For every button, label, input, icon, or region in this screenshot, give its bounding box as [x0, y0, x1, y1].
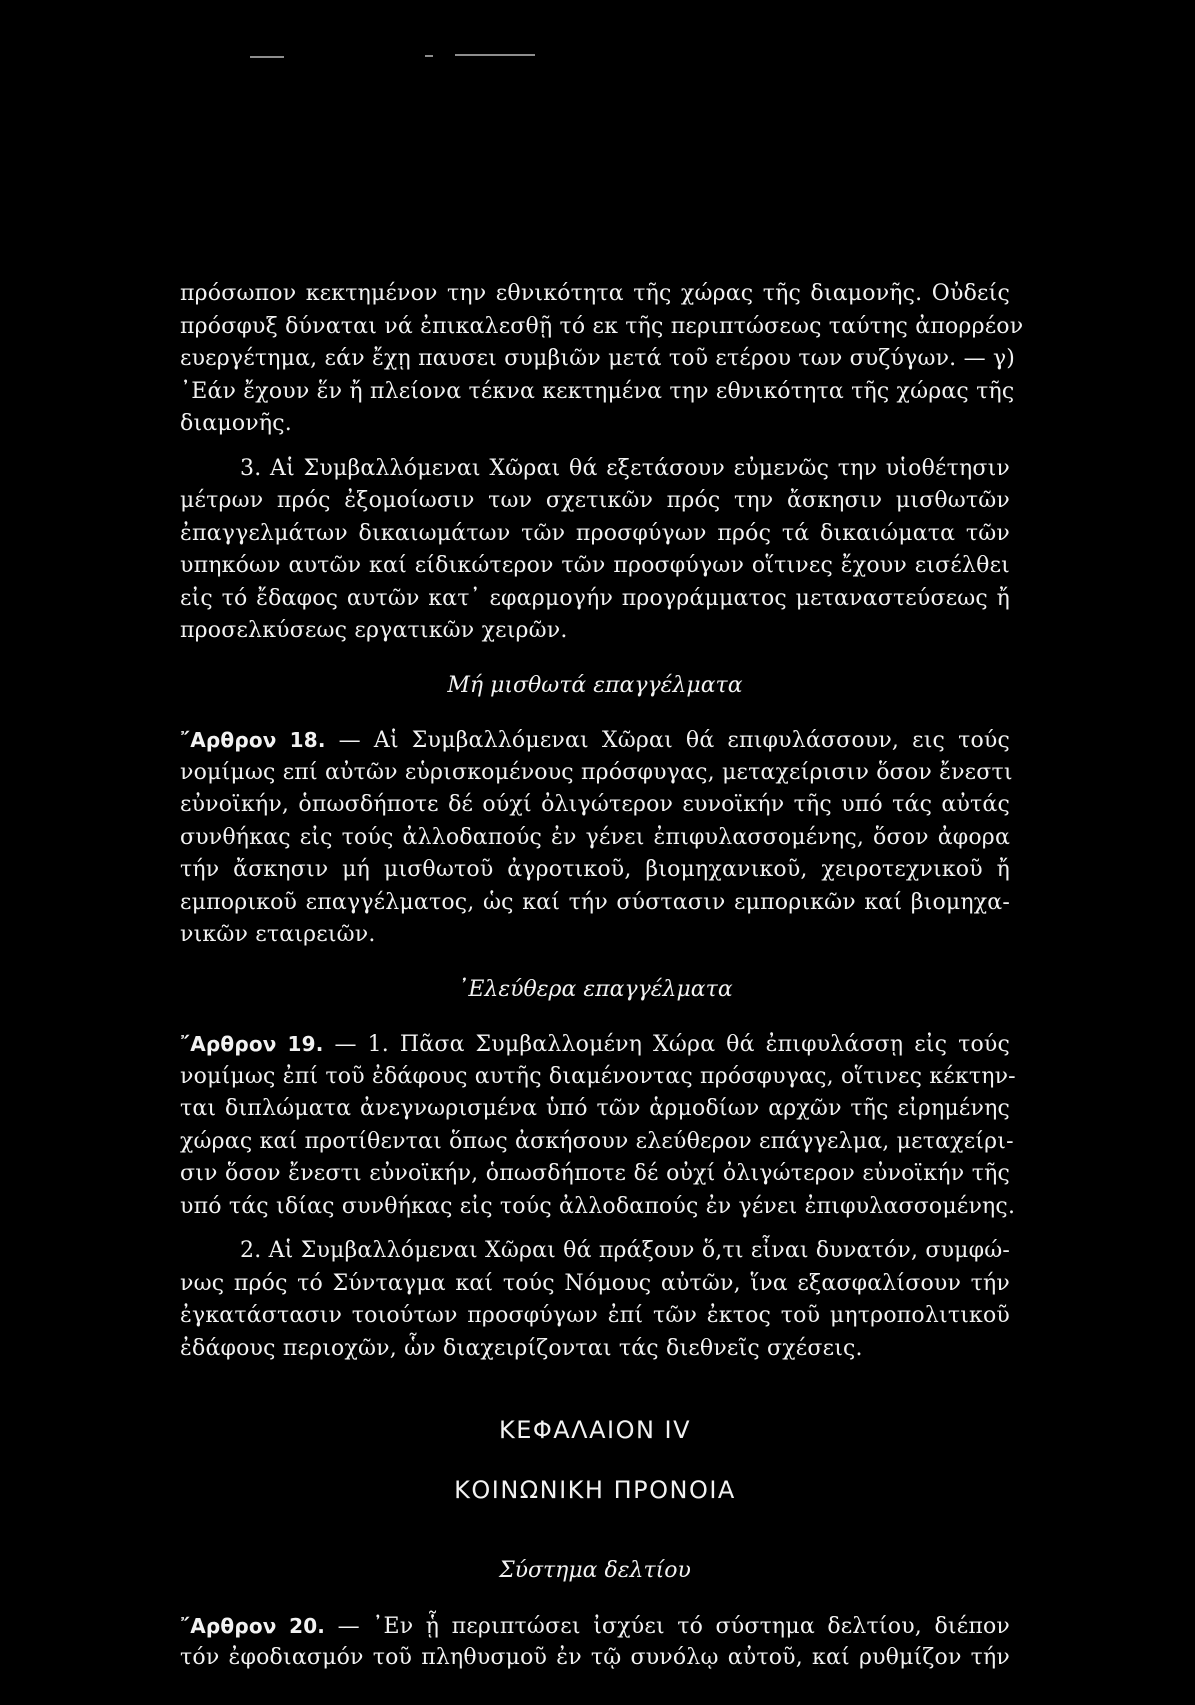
article-19 — [180, 1028, 1016, 1365]
article-text: — ᾿Εν ᾗ περιπτώσει ἰσχύει τό σύστημα δελτίου, διέπον — [325, 1613, 1010, 1639]
text-line: ευεργέτημα, εάν ἔχῃ παυσει συμβιῶν μετά τοῦ ετέρου των συζύγων. — γ) — [180, 346, 1016, 371]
text-line: ἐπαγγελμάτων δικαιωμάτων τῶν προσφύγων πρός τά δικαιώματα τῶν — [180, 520, 1010, 546]
text-line: σιν ὅσον ἔνεστι εὐνοϊκήν, ὁπωσδήποτε δέ οὐχί ὀλιγώτερον εὐνοϊκήν τῆς — [180, 1161, 1010, 1186]
text-line: πρόσωπον κεκτημένον την εθνικότητα τῆς χώρας τῆς διαμονῆς. Οὐδείς — [180, 281, 1010, 306]
article-label: ῎Αρθρον 20. — [180, 1613, 326, 1638]
text-line: εμπορικοῦ επαγγέλματος, ὡς καί τήν σύστασιν εμπορικῶν καί βιομηχα- — [180, 889, 1010, 915]
text-line: νικῶν εταιρειῶν. — [180, 922, 376, 947]
article-label: ῎Αρθρον 19. — [180, 1032, 324, 1056]
article-label: ῎Αρθρον 18. — [180, 728, 326, 752]
paragraph-3 — [180, 453, 1010, 648]
text-line: συνθήκας εἰς τούς ἀλλοδαπούς ἐν γένει ἐπιφυλασσομένης, ὅσον ἀφορα — [180, 824, 1010, 850]
text-line: τήν ἄσκησιν μή μισθωτοῦ ἀγροτικοῦ, βιομηχανικοῦ, χειροτεχνικοῦ ἤ — [180, 857, 1010, 882]
text-line: τόν ἐφοδιασμόν τοῦ πληθυσμοῦ ἐν τῷ συνόλῳ αὐτοῦ, καί ρυθμίζον τήν — [180, 1645, 1010, 1670]
document-page — [180, 278, 1024, 1675]
text-line: εὐνοϊκήν, ὁπωσδήποτε δέ ούχί ὀλιγώτερον ευνοϊκήν τῆς υπό τάς αὐτάς — [180, 792, 1010, 817]
continuation-paragraph — [180, 278, 1024, 441]
text-line: υπό τάς ιδίας συνθήκας εἰς τούς ἀλλοδαπούς ἐν γένει ἐπιφυλασσομένης. — [180, 1193, 1016, 1219]
text-line: ἐγκατάστασιν τοιούτων προσφύγων ἐπί τῶν ἐκτος τοῦ μητροπολιτικοῦ — [180, 1303, 1010, 1328]
text-line — [180, 724, 1010, 757]
text-line: ται διπλώματα ἀνεγνωρισμένα ὑπό τῶν ἁρμοδίων αρχῶν τῆς εἰρημένης — [180, 1096, 1010, 1121]
scan-mark — [250, 56, 284, 58]
text-line: πρόσφυξ δύναται νά ἐπικαλεσθῇ τό εκ τῆς περιπτώσεως ταύτης ἀπορρέον — [180, 313, 1024, 339]
text-line: υπηκόων αυτῶν καί είδικώτερον τῶν προσφύγων οἵτινες ἔχουν εισέλθει — [180, 553, 1010, 578]
text-line: εἰς τό ἔδαφος αυτῶν κατ᾿ εφαρμογήν προγράμματος μεταναστεύσεως ἤ — [180, 585, 1010, 611]
text-line: νως πρός τό Σύνταγμα καί τούς Νόμους αὐτῶν, ἵνα εξασφαλίσουν τήν — [180, 1270, 1010, 1296]
chapter-title: ΚΟΙΝΩΝΙΚΗ ΠΡΟΝΟΙΑ — [454, 1476, 736, 1504]
text-line: ᾿Εάν ἔχουν ἕν ἤ πλείονα τέκνα κεκτημένα την εθνικότητα τῆς χώρας τῆς — [180, 378, 1015, 404]
scan-artifact — [250, 52, 590, 66]
section-heading: Σύστημα δελτίου — [499, 1558, 691, 1583]
text-line: 2. Αἱ Συμβαλλόμεναι Χῶραι θά πράξουν ὅ,τι εἶναι δυνατόν, συμφώ- — [240, 1238, 1011, 1263]
text-line — [180, 1028, 1010, 1061]
text-line — [180, 1610, 1010, 1643]
text-line: νομίμως ἐπί τοῦ ἐδάφους αυτῆς διαμένοντας πρόσφυγας, οἵτινες κέκτην- — [180, 1063, 1016, 1089]
text-line: 3. Αἱ Συμβαλλόμεναι Χῶραι θά εξετάσουν εὐμενῶς την υἱοθέτησιν — [240, 455, 1010, 481]
section-heading: Μή μισθωτά επαγγέλματα — [447, 672, 743, 698]
text-line: χώρας καί προτίθενται ὅπως ἀσκήσουν ελεύθερον επάγγελμα, μεταχείρι- — [180, 1128, 1014, 1154]
section-heading: ᾿Ελεύθερα επαγγέλματα — [457, 976, 733, 1002]
article-20 — [180, 1610, 1010, 1675]
text-line: προσελκύσεως εργατικῶν χειρῶν. — [180, 618, 568, 643]
article-text: — Αἱ Συμβαλλόμεναι Χῶραι θά επιφυλάσσουν, εις τούς — [325, 728, 1010, 753]
scan-mark — [425, 55, 433, 57]
article-text: — 1. Πᾶσα Συμβαλλομένη Χώρα θά ἐπιφυλάσσῃ εἰς τούς — [323, 1032, 1010, 1057]
text-line: μέτρων πρός ἐξομοίωσιν των σχετικῶν πρός την ἄσκησιν μισθωτῶν — [180, 488, 1010, 513]
article-18 — [180, 724, 1013, 952]
text-line: διαμονῆς. — [180, 411, 292, 436]
text-line: ἐδάφους περιοχῶν, ὧν διαχειρίζονται τάς διεθνεῖς σχέσεις. — [180, 1335, 863, 1361]
scan-mark — [455, 54, 535, 56]
chapter-number: ΚΕΦΑΛΑΙΟΝ IV — [498, 1416, 692, 1444]
text-line: νομίμως επί αὐτῶν εὑρισκομένους πρόσφυγας, μεταχείρισιν ὅσον ἔνεστι — [180, 759, 1013, 785]
